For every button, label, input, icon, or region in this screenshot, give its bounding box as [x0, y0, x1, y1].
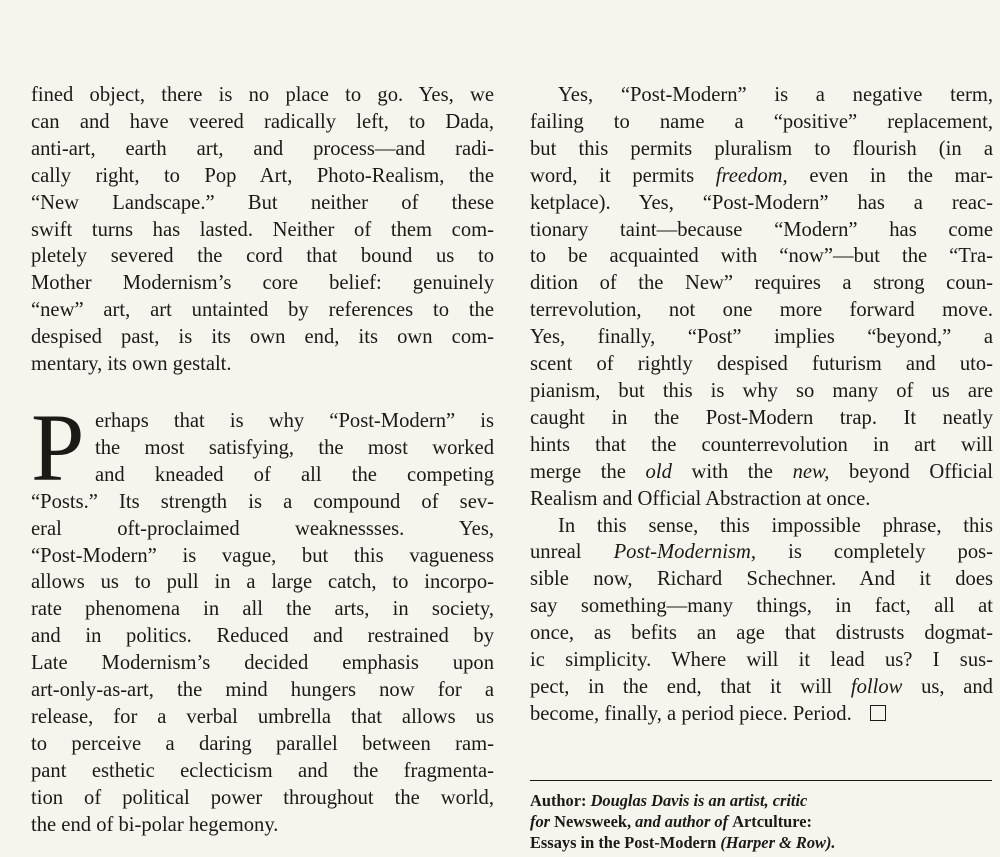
text-line: dition of the New” requires a strong coun- [530, 272, 993, 295]
text-line: scent of rightly despised futurism and uto- [530, 353, 993, 376]
text-run: is completely pos- [756, 541, 993, 564]
text-line: pianism, but this is why so many of us are [530, 379, 993, 402]
left-column [31, 82, 494, 838]
text-line: terrevolution, not one more forward move. [530, 299, 993, 322]
text-line: ic simplicity. Where will it lead us? I sus- [530, 649, 993, 672]
text-run: word, it permits [530, 164, 716, 187]
text-line [530, 674, 993, 701]
text-line: fined object, there is no place to go. Yes, we [31, 84, 494, 106]
italic-text: for [530, 812, 555, 831]
text-line: to be acquainted with “now”—but the “Tra- [530, 245, 993, 268]
text-line [530, 163, 993, 190]
text-run: pect, in the end, that it will [530, 675, 851, 698]
text-line: “new” art, art untainted by references to the [31, 299, 494, 322]
text-line: caught in the Post-Modern trap. It neatly [530, 406, 993, 429]
text-line: Yes, finally, “Post” implies “beyond,” a [530, 326, 993, 349]
paragraph-yes-post-modern [530, 82, 993, 513]
text-line: anti-art, earth art, and process—and radi- [31, 137, 494, 160]
italic-text: Post-Modernism, [613, 541, 756, 564]
text-line: hints that the counterrevolution in art will [530, 433, 993, 456]
text-run: become, finally, a period piece. Period. [530, 702, 852, 725]
text-run: Newsweek, [554, 812, 632, 831]
text-run: Artculture: [732, 812, 812, 831]
text-line: pletely severed the cord that bound us to [31, 245, 494, 268]
author-line [530, 790, 990, 811]
italic-text: new, [792, 460, 830, 483]
end-mark-icon [870, 705, 886, 721]
text-line: mentary, its own gestalt. [31, 353, 232, 376]
text-line: Mother Modernism’s core belief: genuinely [31, 272, 494, 295]
text-line: and in politics. Reduced and restrained by [31, 625, 494, 648]
italic-text: old [645, 460, 672, 483]
text-line: art-only-as-art, the mind hungers now for a [31, 679, 494, 702]
paragraph-perhaps [31, 393, 494, 839]
text-line: tionary taint—because “Modern” has come [530, 218, 993, 241]
text-line: erhaps that is why “Post-Modern” is [95, 409, 494, 432]
text-line: but this permits pluralism to flourish (in a [530, 137, 993, 160]
text-line: tion of political power throughout the world, [31, 786, 494, 809]
text-line: to perceive a daring parallel between ram- [31, 732, 494, 755]
text-line: the end of bi-polar hegemony. [31, 813, 279, 836]
text-run: merge the [530, 460, 646, 483]
author-note [530, 790, 990, 853]
text-line: despised past, is its own end, its own com- [31, 326, 494, 349]
author-line [530, 832, 990, 853]
text-line: and kneaded of all the competing [95, 463, 494, 486]
italic-text: Douglas Davis is an artist, critic [590, 791, 808, 810]
text-line: sible now, Richard Schechner. And it does [530, 568, 993, 591]
text-line: Realism and Official Abstraction at once. [530, 487, 871, 510]
text-run: even in the mar- [787, 164, 993, 187]
text-line: once, as befits an age that distrusts dogmat- [530, 622, 993, 645]
paragraph-in-this-sense [530, 513, 993, 728]
right-column [530, 82, 993, 728]
text-line: ketplace). Yes, “Post-Modern” has a reac- [530, 191, 993, 214]
text-line: allows us to pull in a large catch, to incorpo- [31, 571, 494, 594]
text-line: say something—many things, in fact, all at [530, 595, 993, 618]
text-line: failing to name a “positive” replacement, [530, 110, 993, 133]
text-line: “New Landscape.” But neither of these [31, 191, 494, 214]
text-line: Late Modernism’s decided emphasis upon [31, 652, 494, 675]
text-run: beyond Official [829, 460, 993, 483]
italic-text: (Harper & Row). [720, 833, 836, 852]
text-line: pant esthetic eclecticism and the fragmenta- [31, 759, 494, 782]
text-line: “Post-Modern” is vague, but this vagueness [31, 544, 494, 567]
italic-text: and author of [631, 812, 733, 831]
text-line: cally right, to Pop Art, Photo-Realism, the [31, 164, 494, 187]
text-line [530, 539, 993, 566]
text-line: “Posts.” Its strength is a compound of sev- [31, 490, 494, 513]
text-run: with the [671, 460, 793, 483]
text-line: release, for a verbal umbrella that allows us [31, 705, 494, 728]
paragraph-spacer [31, 378, 494, 408]
text-run: us, and [902, 675, 993, 698]
author-line [530, 811, 990, 832]
text-line: eral oft-proclaimed weaknessses. Yes, [31, 517, 494, 540]
text-run: Essays in the Post-Modern [530, 833, 721, 852]
italic-text: follow [850, 675, 903, 698]
author-divider-rule [530, 780, 992, 781]
text-run: unreal [530, 541, 614, 564]
italic-text: freedom, [715, 164, 788, 187]
text-line: Yes, “Post-Modern” is a negative term, [558, 84, 993, 106]
drop-cap: P [31, 393, 85, 501]
text-line: can and have veered radically left, to Dada, [31, 110, 494, 133]
text-line: swift turns has lasted. Neither of them com- [31, 218, 494, 241]
text-line: In this sense, this impossible phrase, this [558, 514, 993, 537]
text-run: Author: [530, 791, 591, 810]
text-line: the most satisfying, the most worked [95, 436, 494, 459]
text-line [530, 701, 993, 728]
text-line: rate phenomena in all the arts, in society, [31, 598, 494, 621]
paragraph-fined-object [31, 82, 494, 378]
text-line [530, 459, 993, 486]
